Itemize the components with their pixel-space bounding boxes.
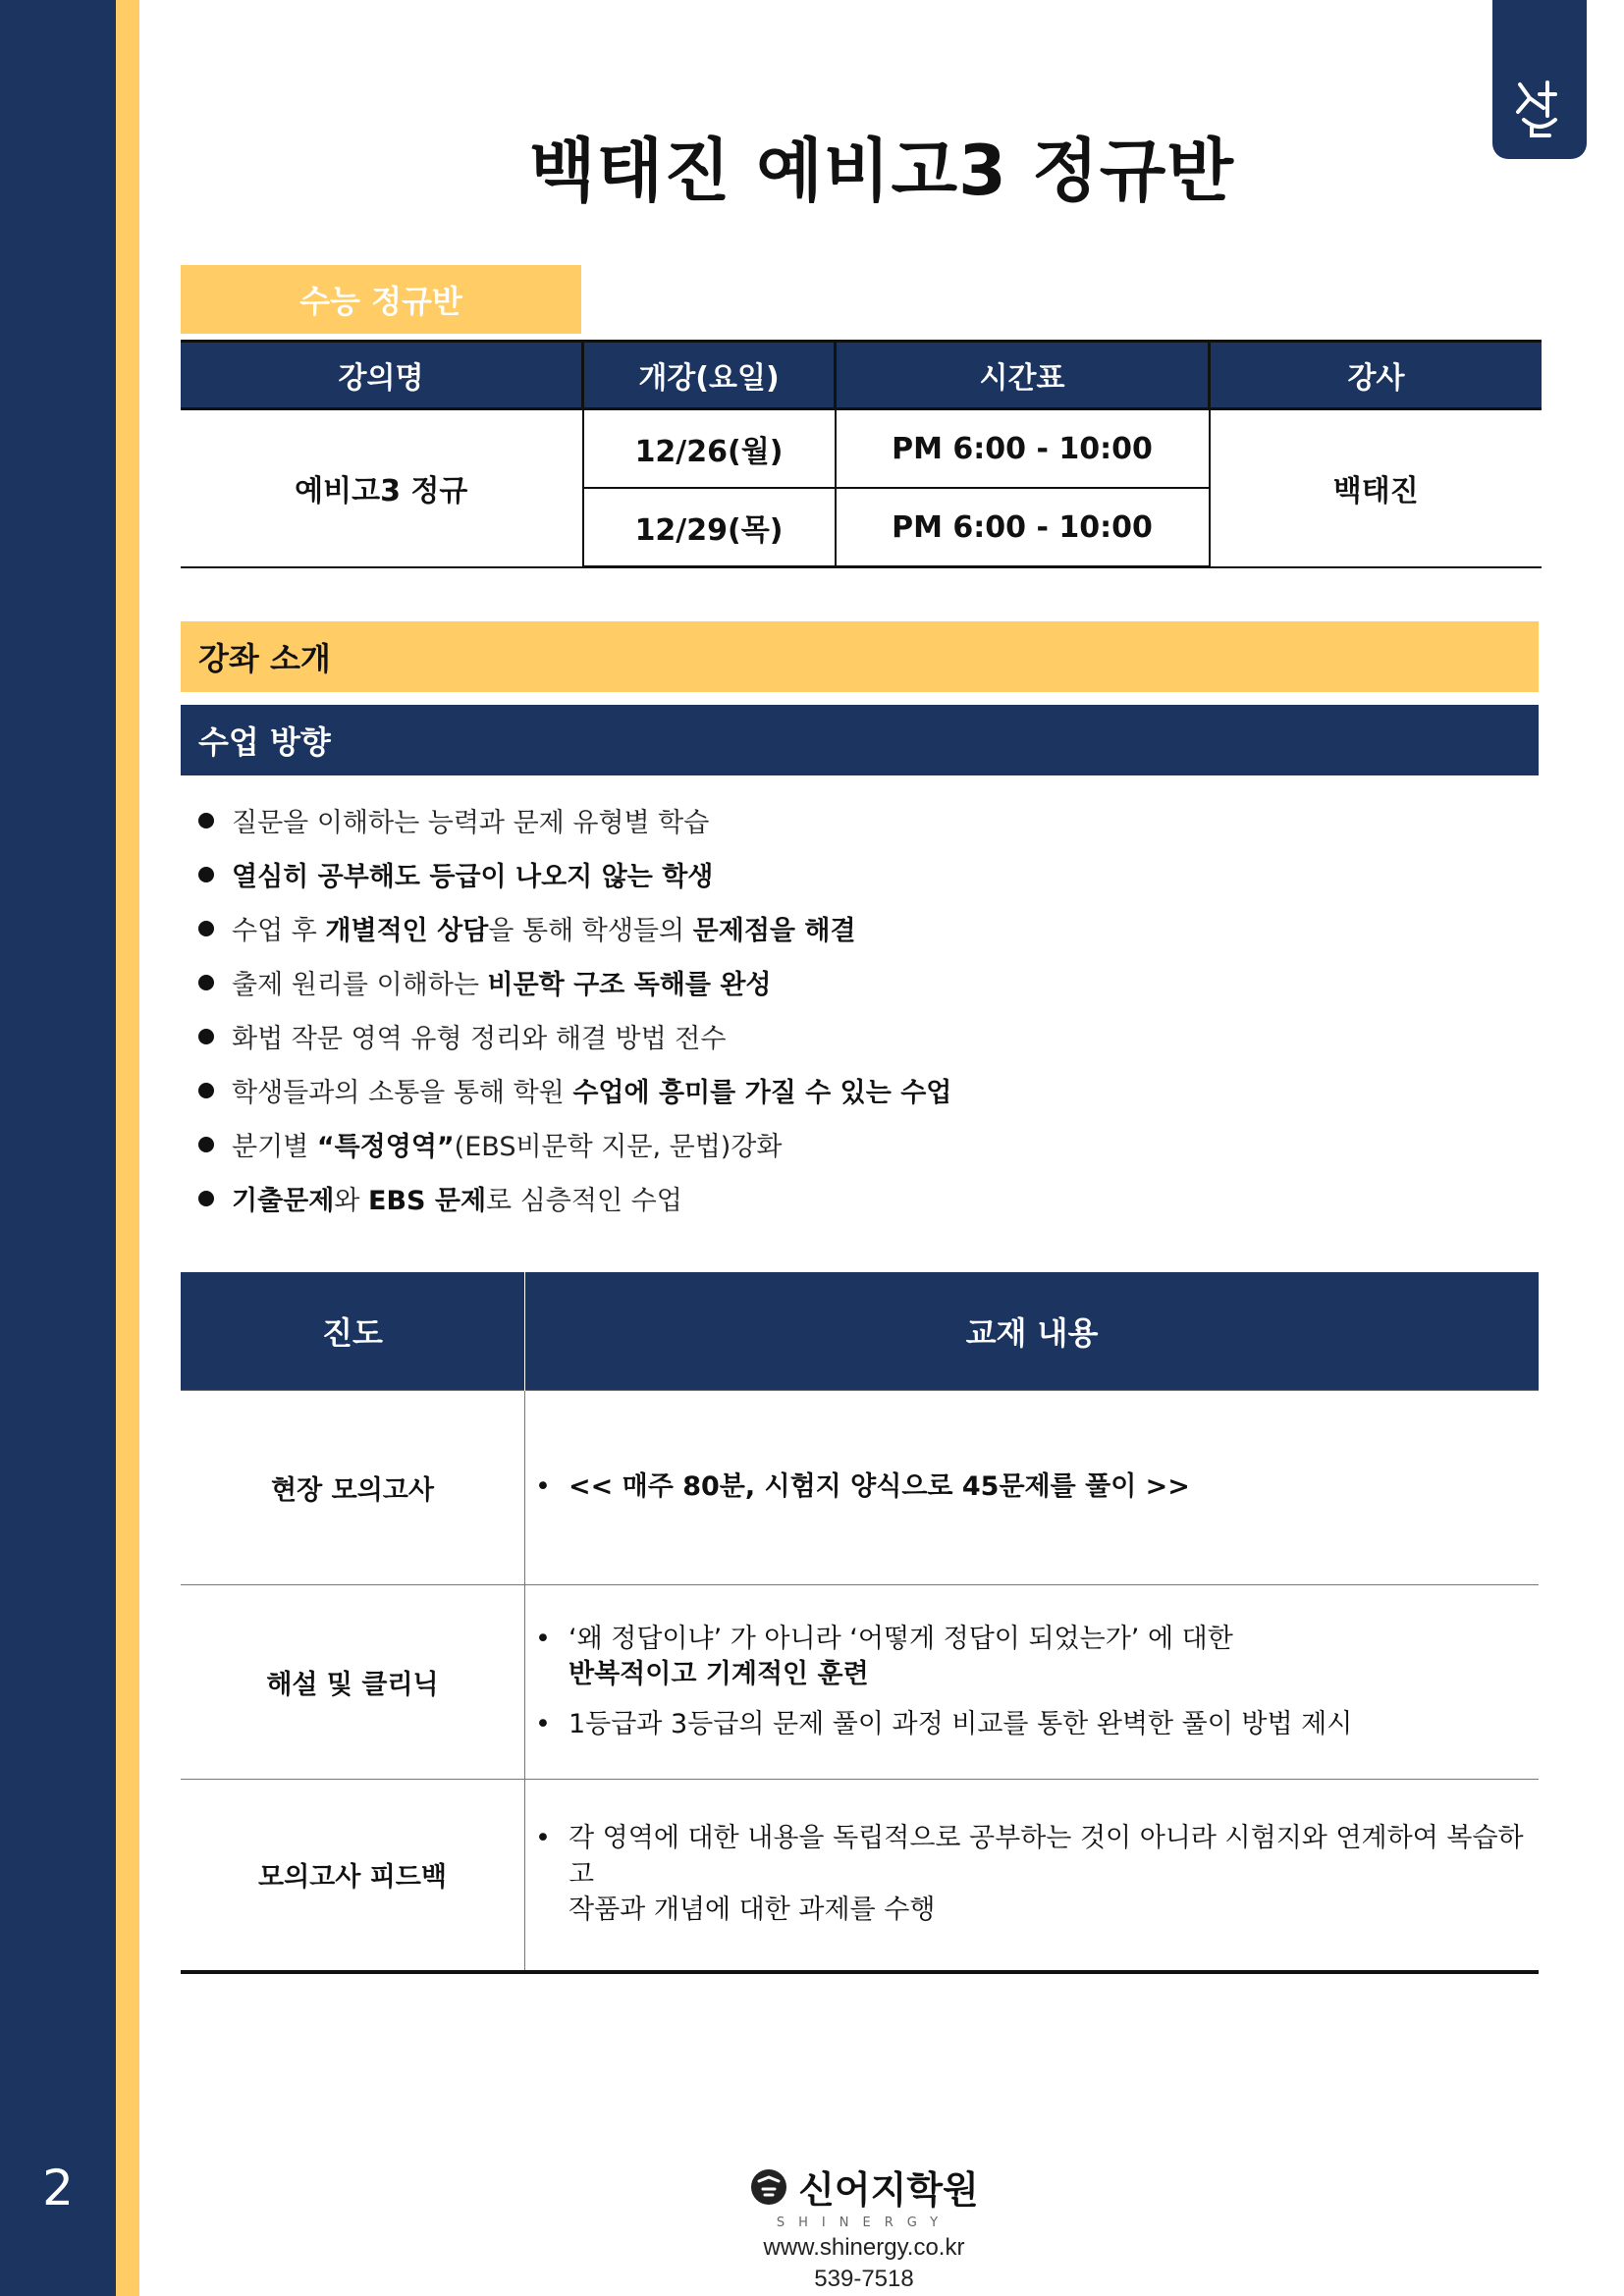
direction-bullet-item (198, 847, 1534, 901)
schedule-header-course: 강의명 (181, 342, 583, 409)
bold-text: 열심히 공부해도 등급이 나오지 않는 학생 (232, 862, 714, 892)
text-run: 질문을 이해하는 능력과 문제 유형별 학습 (232, 808, 710, 838)
curriculum-item-text (568, 1469, 1190, 1505)
text-run: 을 통해 학생들의 (488, 916, 693, 946)
footer (687, 2160, 1041, 2293)
curriculum-progress-cell: 해설 및 클리닉 (181, 1585, 525, 1780)
text-run: 와 (334, 1186, 368, 1216)
direction-bullet-item (198, 901, 1534, 955)
bullet-dot-icon (198, 1083, 214, 1098)
bullet-text (232, 909, 856, 947)
text-run: 각 영역에 대한 내용을 독립적으로 공부하는 것이 아니라 시험지와 연계하여 복습하고 (568, 1823, 1524, 1890)
curriculum-content-cell (525, 1391, 1540, 1585)
schedule-row (181, 409, 1542, 489)
footer-brand-name: 신어지학원 (798, 2168, 979, 2212)
intro-section-bar (181, 621, 1539, 692)
footer-brand-english: SHINERGY (776, 2216, 952, 2230)
curriculum-content-item (535, 1707, 1538, 1742)
curriculum-content-cell (525, 1585, 1540, 1780)
direction-bullet-item (198, 1009, 1534, 1063)
curriculum-content-item (535, 1821, 1538, 1928)
bold-text: 비문학 구조 독해를 완성 (487, 970, 772, 1000)
bullet-text (232, 1071, 951, 1109)
curriculum-header-content: 교재 내용 (525, 1272, 1540, 1391)
bullet-dot-icon (198, 1137, 214, 1152)
bold-text: << 매주 80분, 시험지 양식으로 45문제를 풀이 >> (568, 1471, 1190, 1503)
curriculum-header-row (181, 1272, 1539, 1391)
curriculum-table (181, 1272, 1539, 1974)
bullet-dot-icon (198, 1191, 214, 1206)
curriculum-row (181, 1780, 1539, 1972)
page-number: 2 (42, 2160, 74, 2216)
schedule-table (181, 340, 1542, 568)
schedule-course-cell: 예비고3 정규 (181, 409, 583, 567)
curriculum-content-item (535, 1622, 1538, 1693)
text-run: 화법 작문 영역 유형 정리와 해결 방법 전수 (232, 1024, 727, 1054)
curriculum-header-progress: 진도 (181, 1272, 525, 1391)
schedule-header-date: 개강(요일) (583, 342, 836, 409)
bullet-text (232, 1125, 782, 1163)
curriculum-content-item (535, 1469, 1538, 1505)
curriculum-content-cell (525, 1780, 1540, 1972)
schedule-date-cell: 12/29(목) (583, 488, 836, 567)
text-run: 수업 후 (232, 916, 326, 946)
direction-bullet-list (198, 793, 1534, 1225)
footer-phone: 539-7518 (814, 2266, 914, 2292)
bold-text: 개별적인 상담 (325, 916, 489, 946)
bullet-dot-icon (198, 921, 214, 936)
bold-text: 문제점을 해결 (692, 916, 856, 946)
text-run: 로 심층적인 수업 (486, 1186, 682, 1216)
schedule-header-teacher: 강사 (1210, 342, 1543, 409)
direction-section-label: 수업 방향 (198, 723, 331, 761)
schedule-header-time: 시간표 (836, 342, 1210, 409)
text-run: 학생들과의 소통을 통해 학원 (232, 1078, 573, 1108)
direction-section-bar (181, 705, 1539, 775)
bullet-dot-icon (198, 1029, 214, 1044)
curriculum-row (181, 1391, 1539, 1585)
bullet-text (232, 801, 709, 839)
direction-bullet-item (198, 1171, 1534, 1225)
text-run: (EBS비문학 지문, 문법)강화 (454, 1132, 783, 1162)
direction-bullet-item (198, 955, 1534, 1009)
bullet-dot-icon: • (535, 1471, 551, 1503)
curriculum-item-text (568, 1707, 1352, 1742)
section-tag: 수능 정규반 (181, 265, 581, 334)
bold-text: 기출문제 (232, 1186, 335, 1216)
bold-text: EBS 문제 (368, 1186, 487, 1216)
curriculum-item-text (568, 1821, 1538, 1928)
bullet-dot-icon (198, 867, 214, 882)
bullet-text (232, 1179, 682, 1217)
bullet-dot-icon: • (535, 1708, 551, 1739)
text-run: 1등급과 3등급의 문제 풀이 과정 비교를 통한 완벽한 풀이 방법 제시 (568, 1708, 1353, 1739)
footer-url[interactable]: www.shinergy.co.kr (763, 2234, 965, 2261)
schedule-header-row (181, 342, 1542, 409)
bullet-text (232, 855, 713, 893)
bullet-dot-icon: • (535, 1623, 551, 1654)
bullet-text (232, 963, 772, 1001)
curriculum-row (181, 1585, 1539, 1780)
intro-section-label: 강좌 소개 (198, 640, 331, 677)
bold-text: 수업에 흥미를 가질 수 있는 수업 (572, 1078, 952, 1108)
academy-logo-icon (749, 2167, 788, 2207)
direction-bullet-item (198, 1117, 1534, 1171)
text-run: ‘왜 정답이냐’ 가 아니라 ‘어떻게 정답이 되었는가’ 에 대한 (568, 1623, 1233, 1654)
bold-text: 반복적이고 기계적인 훈련 (568, 1659, 869, 1690)
footer-brand (687, 2160, 1041, 2214)
bullet-text (232, 1017, 726, 1055)
curriculum-progress-cell: 모의고사 피드백 (181, 1780, 525, 1972)
curriculum-progress-cell: 현장 모의고사 (181, 1391, 525, 1585)
bullet-dot-icon (198, 813, 214, 828)
text-run: 출제 원리를 이해하는 (232, 970, 488, 1000)
schedule-date-cell: 12/26(월) (583, 409, 836, 489)
direction-bullet-item (198, 793, 1534, 847)
left-navy-band (0, 0, 116, 2296)
page-title: 백태진 예비고3 정규반 (528, 131, 1235, 211)
schedule-time-cell: PM 6:00 - 10:00 (836, 488, 1210, 567)
curriculum-item-text (568, 1622, 1233, 1693)
bold-text: “특정영역” (316, 1132, 455, 1162)
left-yellow-stripe (116, 0, 139, 2296)
text-run: 작품과 개념에 대한 과제를 수행 (568, 1894, 936, 1925)
direction-bullet-item (198, 1063, 1534, 1117)
bullet-dot-icon: • (535, 1823, 551, 1854)
schedule-time-cell: PM 6:00 - 10:00 (836, 409, 1210, 489)
text-run: 분기별 (232, 1132, 317, 1162)
bullet-dot-icon (198, 975, 214, 990)
schedule-teacher-cell: 백태진 (1210, 409, 1543, 567)
